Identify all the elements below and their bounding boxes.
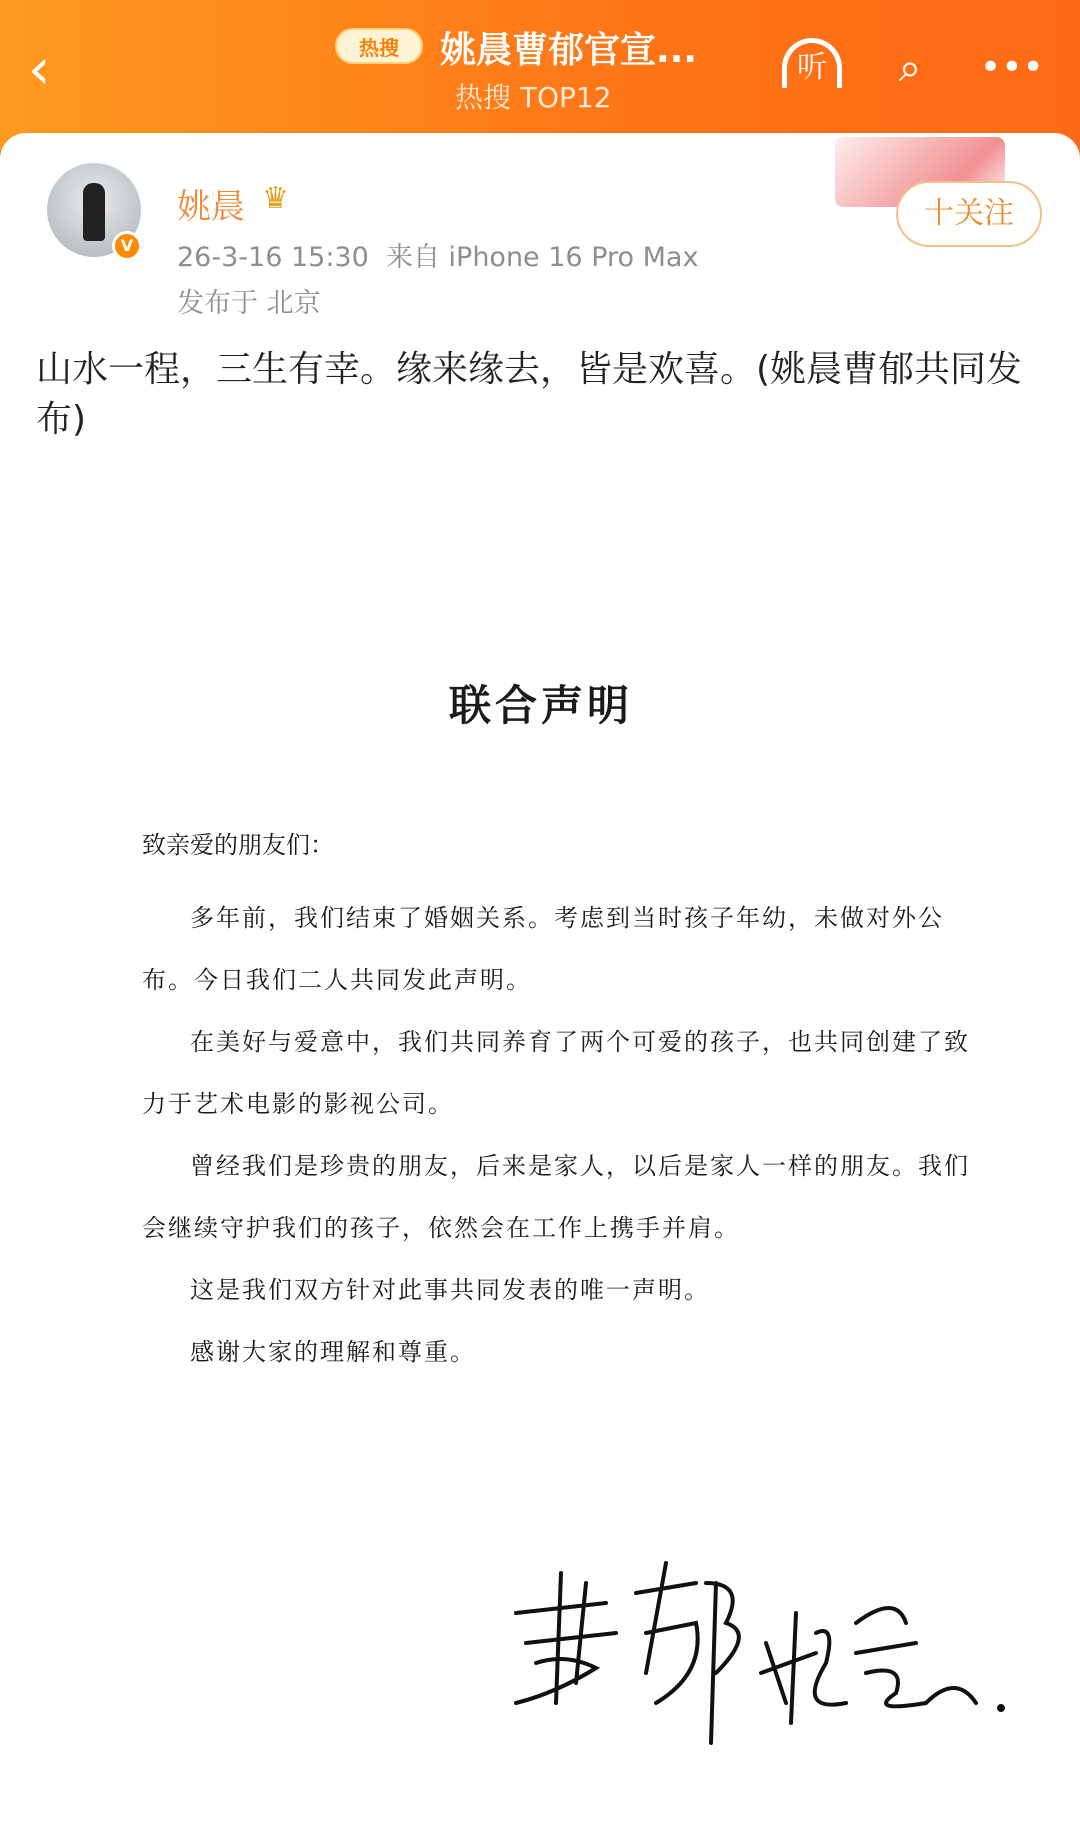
- post-text: 山水一程，三生有幸。缘来缘去，皆是欢喜。(姚晨曹郁共同发布): [36, 349, 1023, 440]
- statement-paragraph: 曾经我们是珍贵的朋友，后来是家人，以后是家人一样的朋友。我们会继续守护我们的孩子，依然会在工作上携手并肩。: [142, 1152, 970, 1242]
- more-dots-icon[interactable]: •••: [980, 47, 1044, 88]
- follow-button[interactable]: 十关注: [896, 181, 1042, 247]
- statement-paragraph: 在美好与爱意中，我们共同养育了两个可爱的孩子，也共同创建了致力于艺术电影的影视公司。: [142, 1028, 970, 1118]
- post-card: [0, 133, 1080, 1844]
- statement-image[interactable]: [36, 483, 1046, 1823]
- author-name[interactable]: 姚晨: [177, 187, 245, 227]
- page-title: 姚晨曹郁官宣...: [440, 30, 698, 71]
- statement-paragraph: 感谢大家的理解和尊重。: [190, 1338, 476, 1366]
- post-source: 来自 iPhone 16 Pro Max: [385, 242, 699, 273]
- statement-paragraph: 这是我们双方针对此事共同发表的唯一声明。: [190, 1276, 710, 1304]
- hot-search-rank[interactable]: 热搜 TOP12: [455, 81, 612, 114]
- statement-body: [142, 887, 972, 1383]
- statement-title: 联合声明: [448, 681, 633, 730]
- timestamp: 26-3-16 15:30: [177, 242, 369, 273]
- listen-label: 听: [797, 50, 827, 85]
- handwritten-signature: [496, 1553, 1016, 1753]
- post-location: 发布于 北京: [177, 288, 321, 319]
- post-meta: [177, 235, 698, 274]
- chevron-left-icon[interactable]: ‹: [28, 37, 51, 102]
- verified-badge: V: [112, 231, 142, 261]
- sparkle-search-icon[interactable]: ⌕: [898, 45, 922, 91]
- statement-paragraph: 多年前，我们结束了婚姻关系。考虑到当时孩子年幼，未做对外公布。今日我们二人共同发此声明。: [142, 904, 944, 994]
- headphone-listen-icon[interactable]: [782, 38, 842, 88]
- crown-icon: ♛: [262, 181, 289, 216]
- top-bar: [0, 0, 1080, 150]
- statement-greeting: 致亲爱的朋友们：: [142, 831, 334, 859]
- hot-search-badge[interactable]: 热搜: [335, 28, 423, 64]
